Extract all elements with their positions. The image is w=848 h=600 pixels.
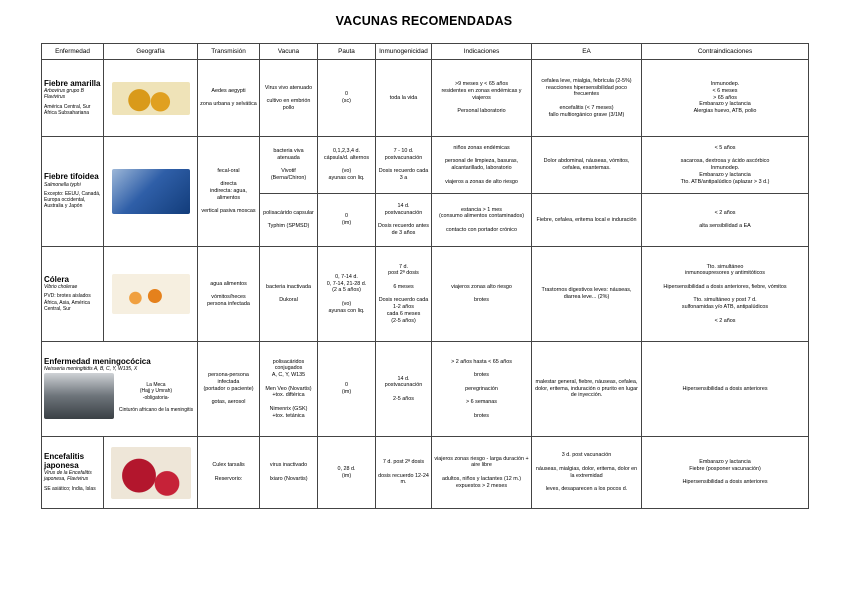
immunogenicity-cell: 7 d. post 2ª dosis dosis recuerdo 12-24 m.: [376, 437, 432, 509]
schedule-cell: 0 (sc): [318, 60, 376, 137]
immunogenicity-cell: toda la vida: [376, 60, 432, 137]
vaccine-cell: virus inactivado Ixiaro (Novartis): [260, 437, 318, 509]
world-map-image: [112, 274, 190, 314]
disease-cell: [42, 342, 198, 437]
immunogenicity-cell: 7 - 10 d. postvacunación Dosis recuerdo cada 3 a: [376, 137, 432, 194]
indications-cell: estancia > 1 mes (consumo alimentos contaminados) contacto con portador crónico: [432, 194, 532, 247]
vaccine-cell: polisacárido capsular Typhim (SPMSD): [260, 194, 318, 247]
disease-agent: Arbovirus grupo B Flavivirus: [44, 88, 85, 101]
vaccine-cell: bacteria inactivada Dukoral: [260, 247, 318, 342]
asia-map-image: [111, 447, 191, 499]
vaccine-cell: Virus vivo atenuado cultivo en embrión pollo: [260, 60, 318, 137]
col-header-pauta: Pauta: [318, 44, 376, 60]
table-row: [42, 137, 809, 194]
col-header-geografia: Geografía: [104, 44, 198, 60]
immunogenicity-cell: 14 d. postvacunación 2-5 años: [376, 342, 432, 437]
adverse-effects-cell: Fiebre, cefalea, eritema local e induración: [532, 194, 642, 247]
col-header-ea: EA: [532, 44, 642, 60]
disease-name: Encefalitis japonesa: [44, 452, 85, 470]
adverse-effects-cell: 3 d. post vacunación náuseas, mialgias, dolor, eritema, dolor en la extremidad leves, desaparecen a los pocos d.: [532, 437, 642, 509]
disease-cell: [42, 437, 104, 509]
table-row: [42, 247, 809, 342]
schedule-cell: 0, 7-14 d. 0, 7-14, 21-28 d. (2 a 5 años) (vo) ayunas con liq.: [318, 247, 376, 342]
indications-cell: niños zonas endémicas personal de limpieza, basuras, alcantarillado, laboratorio viajeros a zonas de alto riesgo: [432, 137, 532, 194]
immunogenicity-cell: 7 d. post 2ª dosis 6 meses Dosis recuerdo cada 1-2 años cada 6 meses (2-5 años): [376, 247, 432, 342]
transmission-cell: fecal-oral directa indirecta: agua, alimentos vertical pasiva moscas: [198, 137, 260, 247]
vaccine-cell: bacteria viva atenuada Vivotif (Berna/Chiron): [260, 137, 318, 194]
col-header-inmunogenicidad: Inmunogenicidad: [376, 44, 432, 60]
geo-cell: [104, 437, 198, 509]
disease-agent: Neisseria meningitidis A, B, C, Y, W135, X: [44, 366, 138, 373]
contraindications-cell: Tto. simultáneo inmunosupresores y antimitóticos Hipersensibilidad a dosis anteriores, fiebre, vómitos Tto. simultáneo y post 7 d. sulfonamidas y/o ATB, antipalúdicos < 2 años: [642, 247, 809, 342]
immunogenicity-cell: 14 d. postvacunación Dosis recuerdo antes de 3 años: [376, 194, 432, 247]
contraindications-cell: Hipersensibilidad a dosis anteriores: [642, 342, 809, 437]
header-row: [42, 44, 809, 60]
col-header-transmision: Transmisión: [198, 44, 260, 60]
schedule-cell: 0, 28 d. (im): [318, 437, 376, 509]
disease-cell: [42, 247, 104, 342]
disease-region: PVD: brotes aislados África, Asia, América Central, Sur: [44, 293, 91, 312]
geo-cell: [104, 60, 198, 137]
disease-agent: Salmonella typhi: [44, 181, 81, 188]
adverse-effects-cell: malestar general, fiebre, náuseas, cefalea, dolor, eritema, induración o prurito en lugar de inyección.: [532, 342, 642, 437]
disease-name: Enfermedad meningocócica: [44, 356, 151, 366]
schedule-cell: 0 (im): [318, 194, 376, 247]
disease-region: Excepto: EEUU, Canadá, Europa occidental, Australia y Japón: [44, 190, 101, 210]
table-row: [42, 342, 809, 437]
geo-cell: [104, 137, 198, 247]
schedule-cell: 0,1,2,3,4 d. cápsula/d. alternos (vo) ayunas con liq.: [318, 137, 376, 194]
adverse-effects-cell: Trastornos digestivos leves: náuseas, diarrea leve... (2%): [532, 247, 642, 342]
disease-region: SE asiático; India, Islas: [44, 485, 96, 492]
disease-cell: [42, 137, 104, 247]
disease-agent: Vibrio cholerae: [44, 284, 78, 291]
contraindications-cell: Embarazo y lactancia Fiebre (posponer vacunación) Hipersensibilidad a dosis anteriores: [642, 437, 809, 509]
vaccine-table: [41, 43, 809, 509]
disease-agent: Virus de la Encefalitis japonesa, Flavivirus: [44, 470, 92, 483]
col-header-vacuna: Vacuna: [260, 44, 318, 60]
transmission-cell: persona-persona infectada (portador o paciente) gotas, aerosol: [198, 342, 260, 437]
africa-map-image: [44, 373, 114, 419]
indications-cell: >9 meses y < 65 años residentes en zonas endémicas y viajeros Personal laboratorio: [432, 60, 532, 137]
world-map-image: [112, 169, 190, 214]
disease-name: Cólera: [44, 274, 69, 284]
disease-region: América Central, Sur África Subsahariana: [44, 103, 91, 116]
geo-cell: [104, 247, 198, 342]
transmission-cell: Culex tarsalis Reservorio:: [198, 437, 260, 509]
indications-cell: viajeros zonas alto riesgo brotes: [432, 247, 532, 342]
col-header-enfermedad: Enfermedad: [42, 44, 104, 60]
table-row: [42, 437, 809, 509]
adverse-effects-cell: cefalea leve, mialgia, febrícula (2-5%) reacciones hipersensibilidad poco frecuentes encefalitis (< 7 meses) fallo multiorgánico grave (3/1M): [532, 60, 642, 137]
indications-cell: viajeros zonas riesgo - larga duración + aire libre adultos, niños y lactantes (12 m.) expuestos > 2 meses: [432, 437, 532, 509]
contraindications-cell: < 5 años sacarosa, dextrosa y ácido ascórbico Inmunodep. Embarazo y lactancia Tto. ATB/antipalúdico (aplazar > 3 d.): [642, 137, 809, 194]
vaccine-cell: polisacáridos conjugados A, C, Y, W135 Men Veo (Novartis) +tox. diftérica Nimenrix (GSK) +tox. tetánica: [260, 342, 318, 437]
disease-name: Fiebre tifoidea: [44, 172, 99, 182]
disease-name: Fiebre amarilla: [44, 78, 101, 88]
schedule-cell: 0 (im): [318, 342, 376, 437]
indications-cell: > 2 años hasta < 65 años brotes peregrinación > 6 semanas brotes: [432, 342, 532, 437]
adverse-effects-cell: Dolor abdominal, náuseas, vómitos, cefalea, exantemas.: [532, 137, 642, 194]
col-header-contraindicaciones: Contraindicaciones: [642, 44, 809, 60]
disease-region: La Meca (Hajj y Umrah) -obligatoria- Cinturón africano de la meningitis: [118, 382, 194, 414]
contraindications-cell: < 2 años alta sensibilidad a EA: [642, 194, 809, 247]
world-map-image: [112, 82, 190, 115]
col-header-indicaciones: Indicaciones: [432, 44, 532, 60]
transmission-cell: agua alimentos vómitos/heces persona infectada: [198, 247, 260, 342]
contraindications-cell: Inmunodep. < 6 meses > 65 años Embarazo y lactancia Alergias huevo, ATB, polio: [642, 60, 809, 137]
table-row: [42, 60, 809, 137]
disease-cell: [42, 60, 104, 137]
transmission-cell: Aedes aegypti zona urbana y selvática: [198, 60, 260, 137]
page-title: VACUNAS RECOMENDADAS: [335, 14, 513, 28]
